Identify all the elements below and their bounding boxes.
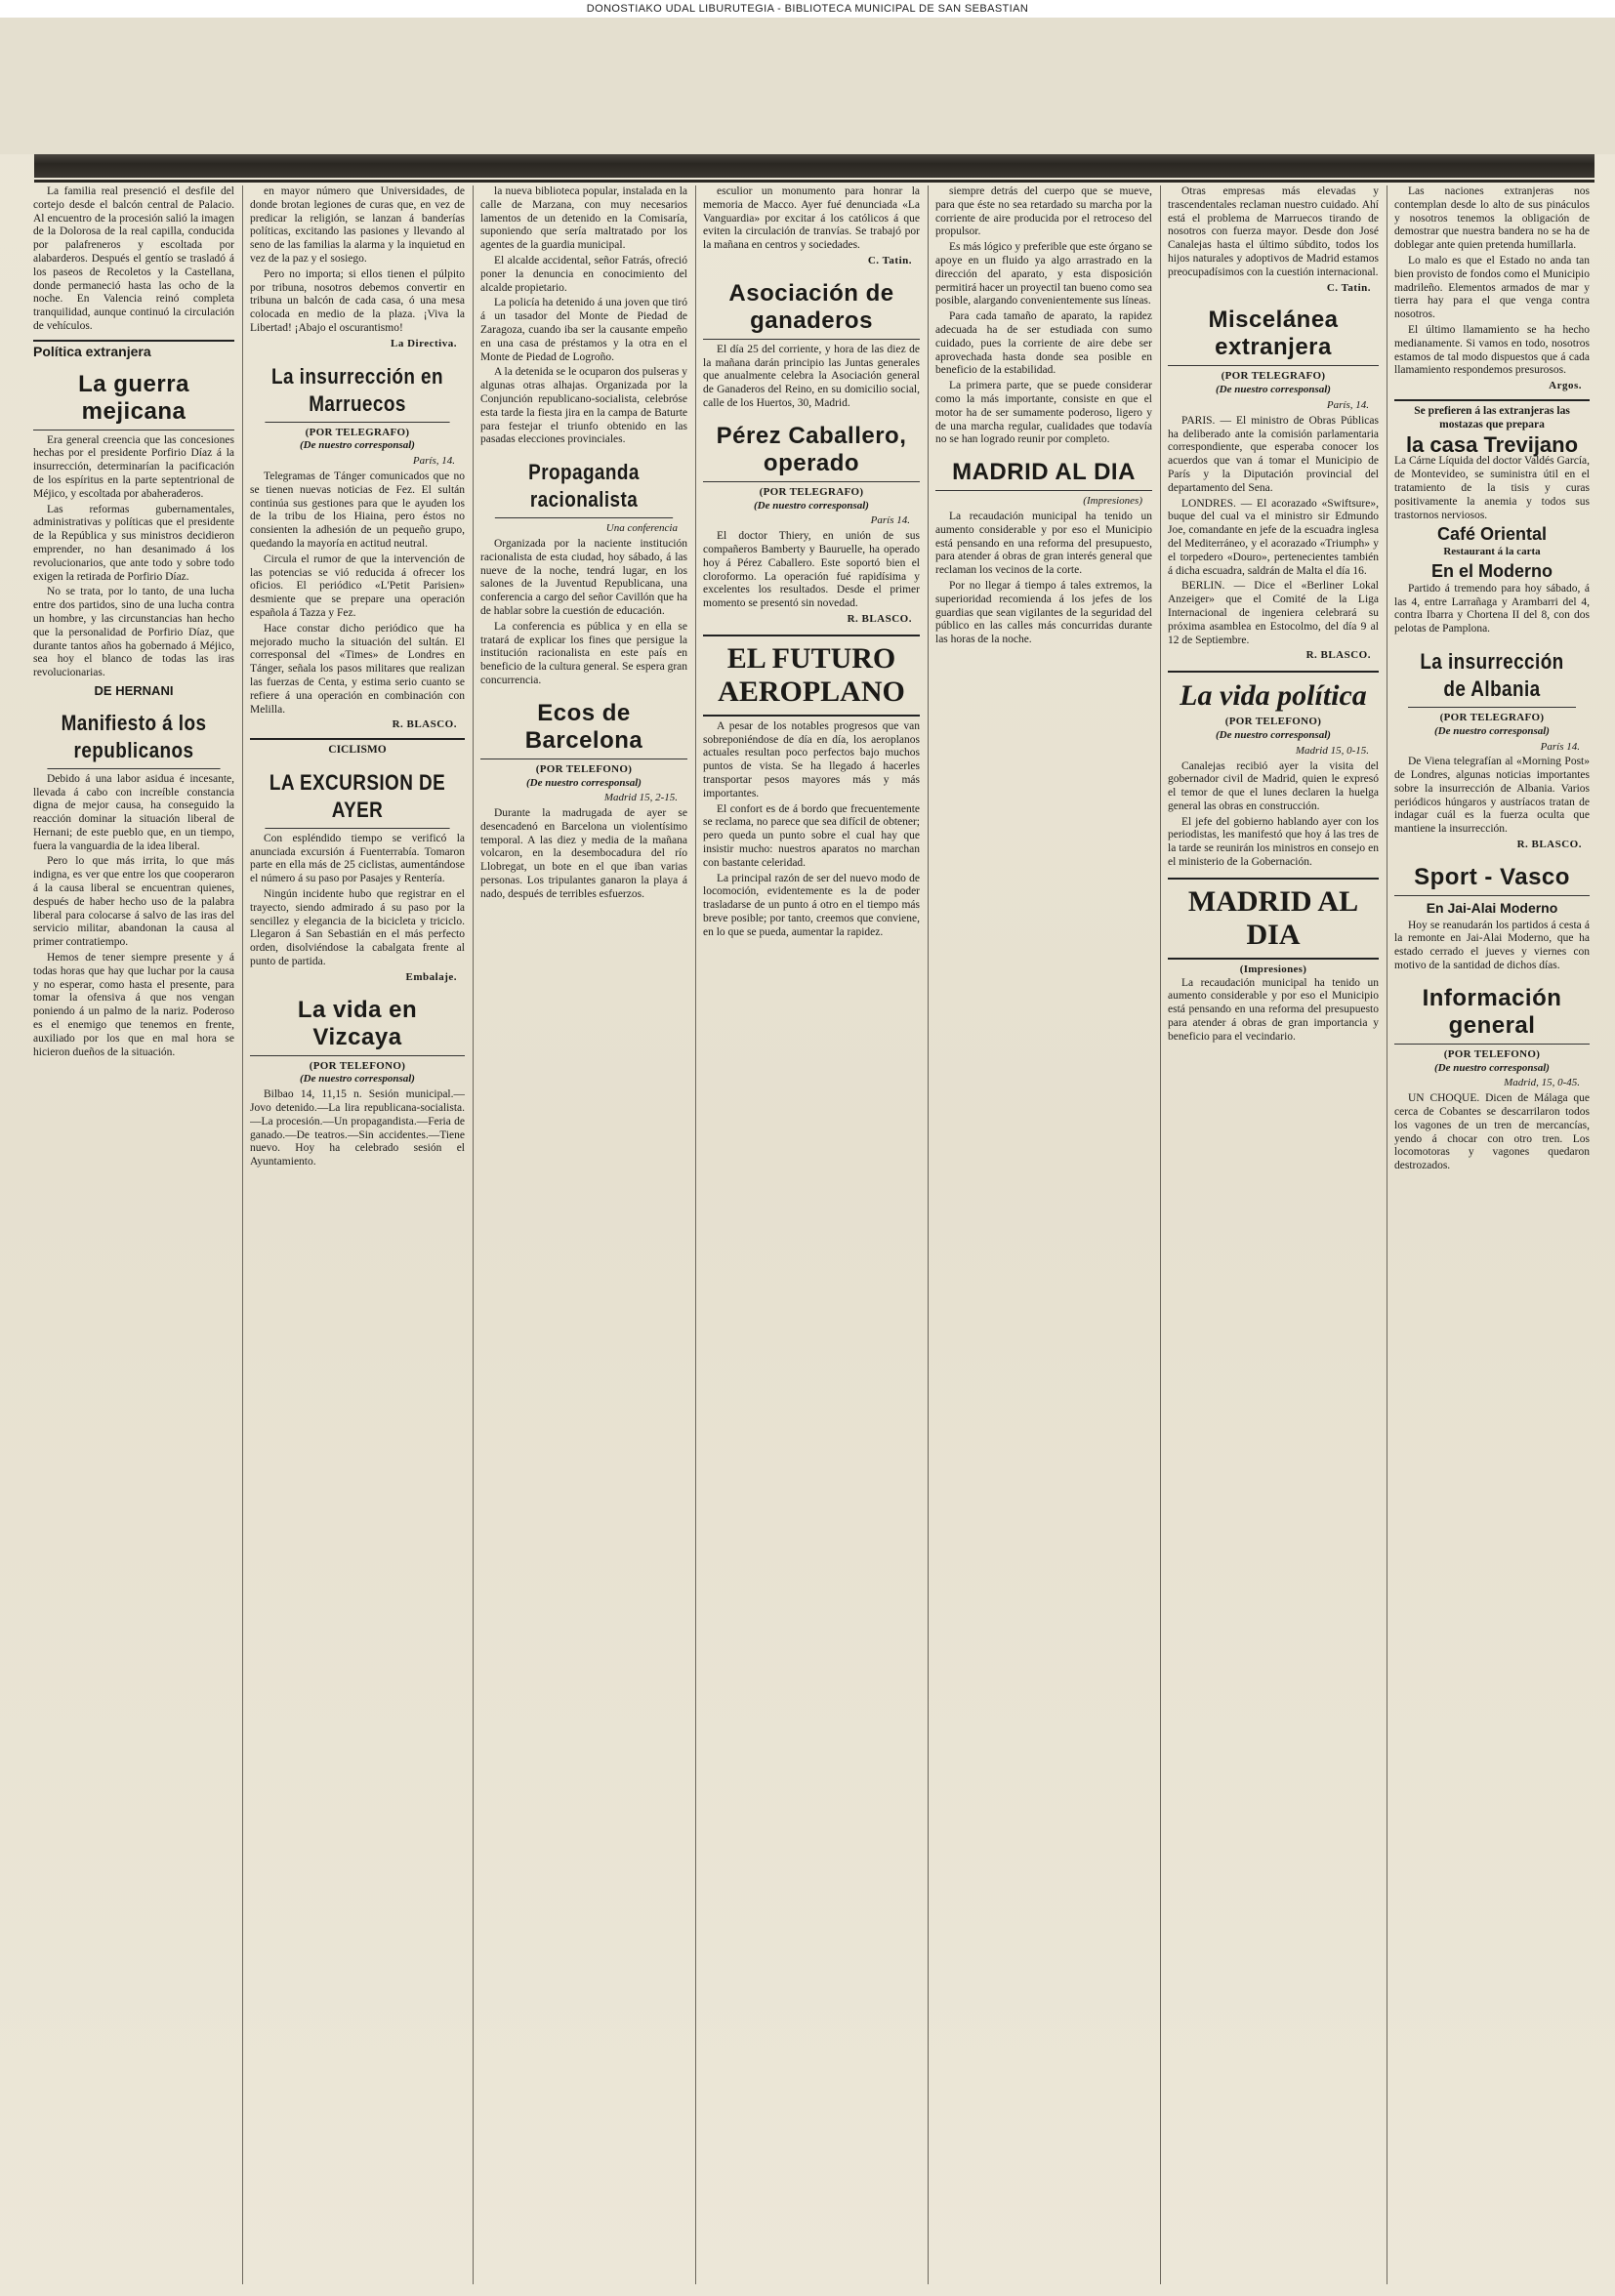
wire-label: (POR TELEFONO) <box>1224 716 1322 728</box>
article-paragraph: la nueva biblioteca popular, instalada en la calle de Marzana, con muy necesarios lamentos de un detenido en la Comisaría, suponiendo que sería maltratado por los agentes de la guardia municipal. <box>480 185 687 252</box>
article-headline: La vida en Vizcaya <box>250 993 465 1056</box>
article-paragraph: La policía ha detenido á una joven que tiró á un tasador del Monte de Piedad de Zaragoza, cuando iba ser la causante empeño en una casa de préstamos y la otra en el Monte de Piedad de Logroño. <box>480 297 687 363</box>
article-headline: La vida política <box>1168 671 1379 714</box>
article-headline: MADRID AL DIA <box>935 455 1152 491</box>
venue-title: Café Oriental <box>1436 524 1548 545</box>
article-headline: Información general <box>1394 981 1590 1045</box>
masthead-rule <box>34 154 1594 178</box>
article-signature: C. Tatin. <box>867 254 912 266</box>
column-divider <box>242 185 243 2284</box>
dateline: Madrid 15, 0-15. <box>1295 744 1369 757</box>
article-paragraph: Partido á tremendo para hoy sábado, á las 4, entre Larrañaga y Arambarri del 4, contra Ibarra y Chortena II del 8, con dos pelotas de Pamplona. <box>1394 582 1590 636</box>
venue-subtitle: Restaurant á la carta <box>1443 546 1541 558</box>
column-divider <box>473 185 474 2284</box>
article-headline: Asociación de ganaderos <box>703 276 920 340</box>
column-3 <box>480 185 687 2284</box>
column-divider <box>695 185 696 2284</box>
article-paragraph: Durante la madrugada de ayer se desencadenó en Barcelona un violentísimo temporal. A las diez y media de la mañana volcaron, en la desembocadura del río Llobregat, un bote en el que iban varias personas. Los tripulantes ganaron la playa á nado, después de terribles esfuerzos. <box>480 807 687 900</box>
article-paragraph: Telegramas de Tánger comunicados que no se tienen nuevas noticias de Fez. El sultán continúa sus gestiones para que le ayuden los de la tribu de los Hiaina, pero éstos no consienten la adhesión de un pequeño grupo, quedando la mayoría en actitud neutral. <box>250 470 465 550</box>
article-paragraph: esculior un monumento para honrar la memoria de Macco. Ayer fué denunciada «La Vanguardia» por excitar á los católicos á que eviten la circulación de tranvías. Se trabajó por la mañana en centros y sociedades. <box>703 185 920 252</box>
article-paragraph: El último llamamiento se ha hecho medianamente. Si vamos en todo, nosotros estamos de tal modo dispuestos que á cada llamamiento respondemos presurosos. <box>1394 323 1590 377</box>
column-2 <box>250 185 465 2284</box>
correspondent-label: (De nuestro corresponsal) <box>1216 728 1331 741</box>
correspondent-label: (De nuestro corresponsal) <box>526 776 642 789</box>
section-header: Política extranjera <box>33 340 234 359</box>
article-subheading: DE HERNANI <box>94 682 174 698</box>
article-paragraph: La recaudación municipal ha tenido un aumento considerable y por eso el Municipio está pensando en una reforma del presupuesto para atender á obras de gran importancia y beneficio para el vecindario. <box>1168 976 1379 1043</box>
column-5 <box>935 185 1152 2284</box>
article-paragraph: La principal razón de ser del nuevo modo de locomoción, evidentemente es la de poder trasladarse de un punto á otro en el tiempo más breve posible; por tanto, creemos que conviene, en lo que se pueda, aumentar la rapidez. <box>703 872 920 938</box>
article-paragraph: Para cada tamaño de aparato, la rapidez adecuada ha de ser estudiada con sumo cuidado, pues la corriente de aire debe ser aprovechada hasta donde sea posible en beneficio de la estabilidad. <box>935 310 1152 377</box>
correspondent-label: (De nuestro corresponsal) <box>300 1073 415 1086</box>
article-headline: La insurrección en Marruecos <box>265 359 449 423</box>
article-paragraph: El alcalde accidental, señor Fatrás, ofreció poner la denuncia en conocimiento del alcalde propietario. <box>480 254 687 294</box>
article-paragraph: Otras empresas más elevadas y trascendentales reclaman nuestro cuidado. Ahí está el problema de Marruecos tirando de nosotros con fuerza mayor. Desde don José Canalejas hasta el último súbdito, todos los hijos naturales y adoptivos de Madrid estamos preocupadísimos con la cuestión internacional. <box>1168 185 1379 278</box>
dateline: París 14. <box>870 514 910 527</box>
scan-margin <box>0 18 1615 154</box>
article-headline: La insurrección de Albania <box>1408 644 1576 708</box>
article-paragraph: Ningún incidente hubo que registrar en el trayecto, siendo admirado á su paso por la sencillez y elegancia de la bicicleta y triciclo. Llegaron á San Sebastián en el más perfecto orden, disolviéndose la cabalgata frente al punto de partida. <box>250 888 465 968</box>
dateline: París, 14. <box>1326 398 1369 411</box>
column-divider <box>1160 185 1161 2284</box>
article-paragraph: La familia real presenció el desfile del cortejo desde el balcón central de Palacio. Al encuentro de la procesión salió la imagen de la Dolorosa de la real capilla, conducida por palafreneros y escoltada por alabarderos. Después el gentío se trasladó á los paseos de Recoletos y la Castellana, donde permaneció hasta las ocho de la noche. En Valencia reinó completa tranquilidad, aunque continuó la circulación de vehículos. <box>33 185 234 332</box>
article-paragraph: Debido á una labor asidua é incesante, llevada á cabo con increíble constancia digna de mejor causa, ha conseguido la reacción dominar la situación liberal de Hernani; de este pueblo que, en un tiempo, fuera la vanguardia de la idea liberal. <box>33 772 234 852</box>
article-paragraph: La conferencia es pública y en ella se tratará de explicar los fines que persigue la institución racionalista en este país en beneficio de la cultura general. Se espera gran concurrencia. <box>480 620 687 686</box>
section-header: CICLISMO <box>250 738 465 758</box>
article-signature: Embalaje. <box>405 970 457 983</box>
article-paragraph: Es más lógico y preferible que este órgano se apoye en un fluido ya algo arrastrado en la dirección del aparato, y esta disposición permitirá hacer un proyectil tan bueno como sea posible, alargando convenientemente sus líneas. <box>935 241 1152 308</box>
article-paragraph: La recaudación municipal ha tenido un aumento considerable y por eso el Municipio está pensando en una reforma del presupuesto, para atender á obras de gran interés general que reclaman los vecinos de la corte. <box>935 510 1152 577</box>
article-subtitle: (Impresiones) <box>1083 495 1142 508</box>
article-paragraph: Pero no importa; si ellos tienen el púlpito por tribuna, nosotros debemos convertir en tribuna un balcón de cada casa, ó una mesa colocada en medio de la plaza. ¡Viva la Libertad! ¡Abajo el oscurantismo! <box>250 267 465 334</box>
article-headline: Pérez Caballero, operado <box>703 419 920 482</box>
article-paragraph: El día 25 del corriente, y hora de las diez de la mañana darán principio las Juntas generales que anualmente celebra la Asociación general de Ganaderos del Reino, en su domicilio social, calle de los Huertos, 30, Madrid. <box>703 343 920 409</box>
correspondent-label: (De nuestro corresponsal) <box>1434 724 1550 737</box>
column-divider <box>928 185 929 2284</box>
article-signature: R. BLASCO. <box>1516 839 1582 851</box>
article-paragraph: No se trata, por lo tanto, de una lucha entre dos partidos, sino de una lucha contra un hombre, y las circunstancias han hecho que la personalidad de Porfirio Díaz, que durante tantos años ha gobernado á Méjico, sea hoy el blanco de todas las iras revolucionarias. <box>33 586 234 679</box>
article-paragraph: Por no llegar á tiempo á tales extremos, la superioridad recomienda á los jefes de los guardias que sean vigilantes de la seguridad del público en las calles más concurridas durante las horas de la noche. <box>935 579 1152 646</box>
column-1 <box>33 185 234 2284</box>
ad-brand: la casa Trevijano <box>1405 431 1579 457</box>
article-paragraph: El jefe del gobierno hablando ayer con los periodistas, les manifestó que hoy á las tres de la tarde se reunirán los ministros en consejo en el ministerio de la Gobernación. <box>1168 815 1379 869</box>
article-paragraph: Hace constar dicho periódico que ha mejorado mucho la situación del sultán. El corresponsal del «Times» de Londres en Tánger, señala los pasos militares que realizan las fuerzas de Centa, y estima serio cuanto se refiere á una operación en combinación con Melilla. <box>250 622 465 716</box>
article-signature: R. BLASCO. <box>1305 649 1371 662</box>
article-headline: Miscelánea extranjera <box>1168 303 1379 366</box>
article-headline: Propaganda racionalista <box>495 455 673 518</box>
article-headline: Manifiesto á los republicanos <box>47 706 220 769</box>
article-paragraph: A la detenida se le ocuparon dos pulseras y algunas otras alhajas. Organizada por la Conjunción republicano-socialista, celebróse esta tarde la fiesta jira en la campa de Baturte para festejar el triunfo obtenido en las pasadas elecciones provinciales. <box>480 366 687 446</box>
article-paragraph: UN CHOQUE. Dicen de Málaga que cerca de Cobantes se descarrilaron todos los vagones de un tren de mercancías, yendo á chocar con otro tren. Los locomotoras y vagones quedaron destrozados. <box>1394 1092 1590 1172</box>
article-paragraph: Lo malo es que el Estado no anda tan bien provisto de fondos como el Municipio madrileño. Elementos armados de mar y tierra hay para el que venga contra nosotros. <box>1394 254 1590 321</box>
correspondent-label: (De nuestro corresponsal) <box>1216 384 1331 396</box>
column-6 <box>1168 185 1379 2284</box>
article-paragraph: siempre detrás del cuerpo que se mueve, para que éste no sea retardado su marcha por la corriente de aire producida por el retroceso del propulsor. <box>935 185 1152 238</box>
wire-label: (POR TELEGRAFO) <box>305 426 410 438</box>
article-paragraph: De Viena telegrafían al «Morning Post» de Londres, algunas noticias importantes sobre la insurrección de Albania. Varios periódicos húngaros y austríacos tratan de indagar cuál es la fuerza oculta que mantiene la insurrección. <box>1394 756 1590 836</box>
article-paragraph: Hoy se reanudarán los partidos á cesta á la remonte en Jai-Alai Moderno, que ha estado cerrado el jueves y viernes con motivo de la santidad de dichos días. <box>1394 919 1590 972</box>
article-paragraph: LONDRES. — El acorazado «Swiftsure», buque del cual va el ministro sir Edmundo Joe, comandante en jefe de la escuadra inglesa del Mediterráneo, y el acorazado «Triumph» y el torpedero «Douro», pertenecientes también á dicha escuadra, saldrán de Malta el día 16. <box>1168 497 1379 577</box>
article-paragraph: BERLIN. — Dice el «Berliner Lokal Anzeiger» que el Comité de la Liga Internacional de ingeniera celebrará su próxima asamblea en Estocolmo, del día 9 al 12 de Septiembre. <box>1168 580 1379 646</box>
column-7 <box>1394 185 1590 2284</box>
article-paragraph: PARIS. — El ministro de Obras Públicas ha deliberado ante la comisión parlamentaria correspondiente, que esperaba conocer los acuerdos que van á tomar el Municipio de París y la Diputación provincial del departamento del Sena. <box>1168 414 1379 494</box>
article-headline: La guerra mejicana <box>33 367 234 430</box>
dateline: París 14. <box>1540 740 1580 753</box>
venue-title: En el Moderno <box>1430 560 1553 581</box>
article-kicker: (Impresiones) <box>1239 963 1307 975</box>
correspondent-label: (De nuestro corresponsal) <box>300 439 415 452</box>
article-headline: MADRID AL DIA <box>1168 878 1379 960</box>
article-signature: La Directiva. <box>390 337 457 349</box>
archive-watermark: DONOSTIAKO UDAL LIBURUTEGIA - BIBLIOTECA MUNICIPAL DE SAN SEBASTIAN <box>0 0 1615 18</box>
article-paragraph: Con espléndido tiempo se verificó la anunciada excursión á Fuenterrabía. Tomaron parte en ella más de 25 ciclistas, aumentándose el número á su paso por Pasajes y Rentería. <box>250 832 465 885</box>
article-signature: Argos. <box>1549 380 1582 392</box>
article-headline: EL FUTURO AEROPLANO <box>703 635 920 717</box>
article-subheading: En Jai-Alai Moderno <box>1426 899 1558 916</box>
dateline: Madrid 15, 2-15. <box>603 792 678 804</box>
wire-label: (POR TELEGRAFO) <box>1221 370 1326 383</box>
wire-label: (POR TELEGRAFO) <box>1439 711 1545 723</box>
article-subtitle: Una conferencia <box>605 522 678 535</box>
dateline: Madrid, 15, 0-45. <box>1504 1077 1580 1089</box>
wire-label: (POR TELEFONO) <box>1443 1047 1541 1060</box>
ad-text: La Cárne Líquida del doctor Valdés García, de Montevideo, se suministra útil en el tratamiento de la tisis y curas positivamente la anemia y todos sus trastornos nerviosos. <box>1394 455 1590 521</box>
wire-label: (POR TELEFONO) <box>535 762 633 775</box>
article-paragraph: Pero lo que más irrita, lo que más indigna, es ver que entre los que cooperaron á la causa liberal se encuentran quienes, después de haber hecho uso de la palabra liberal para colocarse á salvo de las iras del servicio militar, abandonan la causa al primer contratiempo. <box>33 855 234 949</box>
ad-header: Se prefieren á las extranjeras las mostazas que prepara <box>1394 399 1590 432</box>
article-paragraph: Organizada por la naciente institución racionalista de esta ciudad, hoy sábado, á las nueve de la noche, tendrá lugar, en los salones de la Juventud Republicana, una conferencia a cargo del señor Cavillón que ha de hablar sobre la cuestión de educación. <box>480 537 687 617</box>
article-paragraph: Bilbao 14, 11,15 n. Sesión municipal.—Jovo detenido.—La lira republicana-socialista.—La procesión.—Un propagandista.—Feria de ganado.—De teatros.—Sin accidentes.—Tiene nuevo. Hoy ha celebrado sesión el Ayuntamiento. <box>250 1088 465 1168</box>
correspondent-label: (De nuestro corresponsal) <box>754 499 869 512</box>
column-4 <box>703 185 920 2284</box>
article-paragraph: Canalejas recibió ayer la visita del gobernador civil de Madrid, quien le expresó el temor de que el lunes declaren la huelga general las obras en construcción. <box>1168 759 1379 812</box>
article-signature: C. Tatin. <box>1326 281 1371 294</box>
wire-label: (POR TELEFONO) <box>309 1059 406 1072</box>
article-headline: LA EXCURSION DE AYER <box>265 765 449 829</box>
article-signature: R. BLASCO. <box>847 612 912 625</box>
article-headline: Sport - Vasco <box>1394 860 1590 896</box>
article-paragraph: Las naciones extranjeras nos contemplan desde lo alto de sus pináculos y nosotros tenemos la obligación de demostrar que nuestra bandera no se ha de doblegar ante quien pretenda humillarla. <box>1394 185 1590 252</box>
article-paragraph: El doctor Thiery, en unión de sus compañeros Bamberty y Bauruelle, ha operado hoy á Pérez Caballero. Este soportó bien el cloroformo. La operación fué rapidísima y excelentes los resultados. Desde el primer momento se presentó sin novedad. <box>703 530 920 610</box>
dateline: París, 14. <box>412 455 455 468</box>
article-paragraph: Era general creencia que las concesiones hechas por el presidente Porfirio Díaz á la insurrección, determinarían la pacificación de los espíritus en la parte septentrional de Méjico, y escoltada por abaheraderos. <box>33 433 234 500</box>
article-paragraph: Circula el rumor de que la intervención de las potencias se vió reducida á ofrecer los oficios. El periódico «L'Petit Parisien» desmiente que se prepare una operación española á Tazza y Fez. <box>250 553 465 619</box>
correspondent-label: (De nuestro corresponsal) <box>1434 1061 1550 1074</box>
wire-label: (POR TELEGRAFO) <box>759 485 864 498</box>
article-paragraph: A pesar de los notables progresos que van sobreponiéndose de día en día, los aeroplanos actuales resultan poco perfectos bajo muchos puntos de vista. Se ha llegado á hacerles transportar pesos mayores más y más importantes. <box>703 719 920 800</box>
article-signature: R. BLASCO. <box>392 718 457 731</box>
article-paragraph: Hemos de tener siempre presente y á todas horas que hay que luchar por la causa y no esperar, como hasta el presente, para tomar la ofensiva á que nos vengan poniendo á un palmo de la nariz. Poderoso es el enemigo que tenemos en frente, auxiliado por los que en mal hora se hicieron dueños de la situación. <box>33 952 234 1058</box>
article-paragraph: La primera parte, que se puede considerar como la más importante, consiste en que el motor ha de ser sumamente poderoso, ligero y de una marcha regular, cualidades que todavía no se han logrado reunir por completo. <box>935 380 1152 446</box>
article-paragraph: Las reformas gubernamentales, administrativas y políticas que el presidente de la República y sus ministros decidieron emprender, no han desanimado á los revolucionarios, que ante todo y sobre todo exigen la retirada de Porfirio Díaz. <box>33 503 234 583</box>
article-paragraph: en mayor número que Universidades, de donde brotan legiones de curas que, en vez de predicar la religión, se lanzan á banderías políticas, excitando las pasiones y llevando al seno de las familias la alarma y la inquietud en vez de la paz y el sosiego. <box>250 185 465 265</box>
article-headline: Ecos de Barcelona <box>480 696 687 759</box>
article-paragraph: El confort es de á bordo que frecuentemente se reclama, no parece que sea difícil de obtener; pero queda un punto sobre el cual hay que insistir mucho: nuestros aparatos no marchan con bastante celeridad. <box>703 802 920 869</box>
